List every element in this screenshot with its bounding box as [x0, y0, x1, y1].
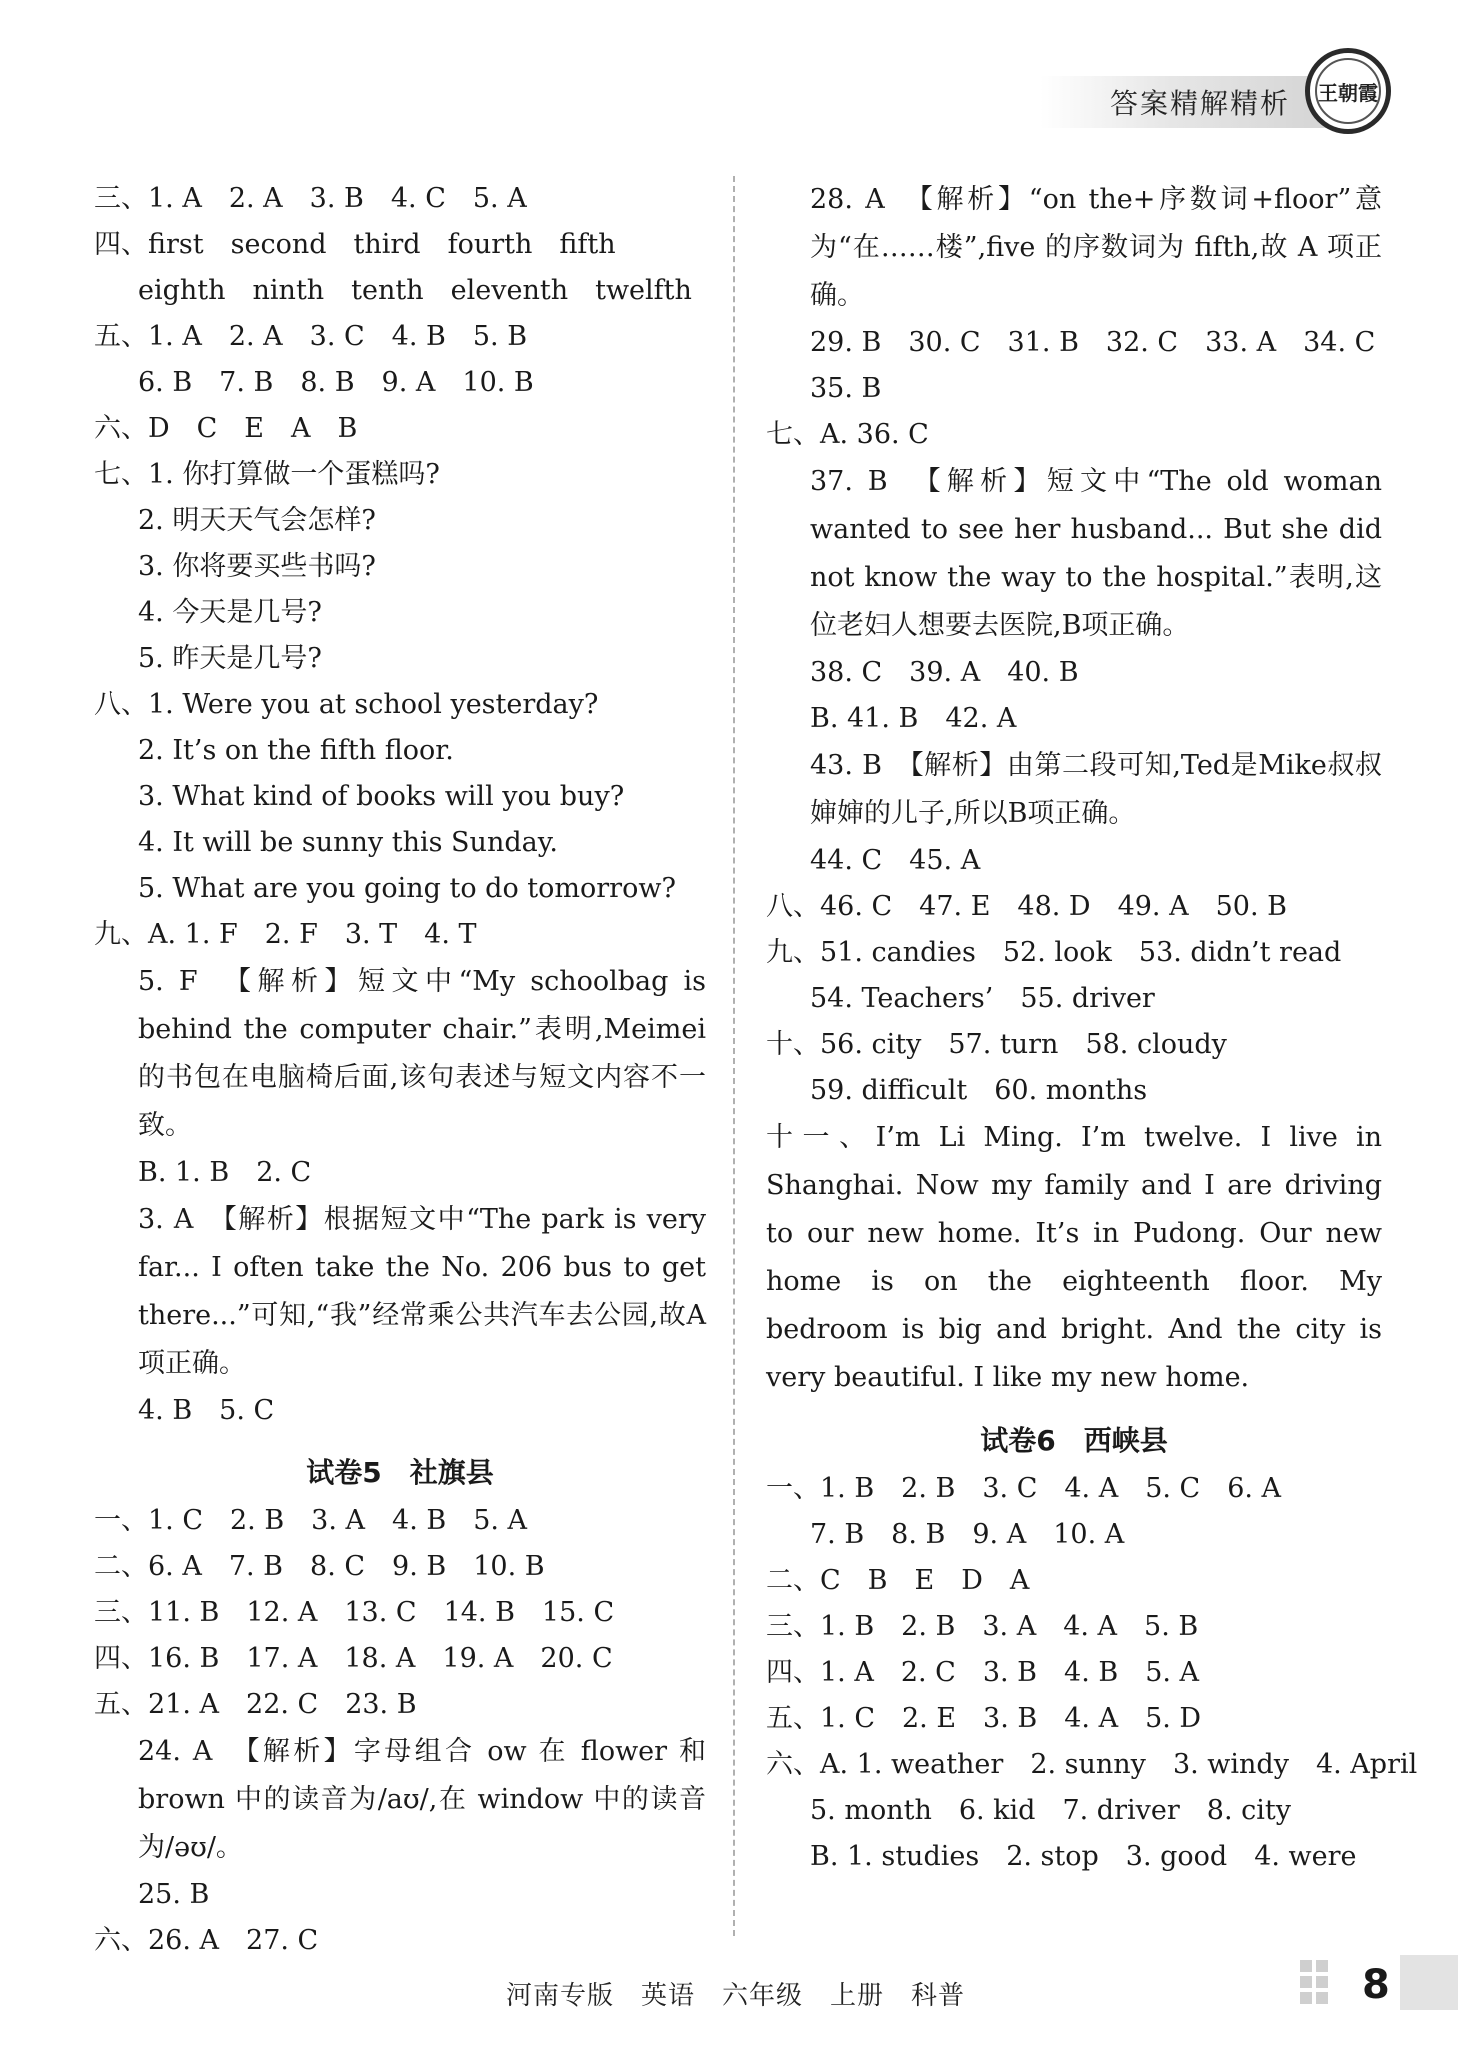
column-divider [733, 176, 735, 1936]
answer-line: 54. Teachers’ 55. driver [810, 983, 1155, 1014]
explanation-paragraph: 5. F 【解析】短文中“My schoolbag is behind the computer chair.”表明,Meimei的书包在电脑椅后面,该句表述与短文内容不一致。 [138, 966, 706, 1141]
decorative-squares [1300, 1960, 1350, 2010]
answer-line: 四、1. A 2. C 3. B 4. B 5. A [766, 1657, 1200, 1688]
answer-line: 35. B [810, 373, 882, 404]
brand-seal-logo [1305, 48, 1391, 134]
answer-line: 二、6. A 7. B 8. C 9. B 10. B [94, 1551, 545, 1582]
explanation-paragraph: 43. B 【解析】由第二段可知,Ted是Mike叔叔婶婶的儿子,所以B项正确。 [810, 750, 1382, 829]
answer-line: 5. month 6. kid 7. driver 8. city [810, 1795, 1291, 1826]
answer-line: 四、first second third fourth fifth [94, 229, 616, 260]
answer-line: 6. B 7. B 8. B 9. A 10. B [138, 367, 534, 398]
composition-paragraph: 十一、I’m Li Ming. I’m twelve. I live in Shanghai. Now my family and I are driving to our new home. It’s in Pudong. Our new home is on the eighteenth floor. My bedroom is big and bright. And the city is very beautiful. I like my new home. [766, 1122, 1382, 1393]
answer-line: 4. B 5. C [138, 1395, 275, 1426]
answer-line: 七、A. 36. C [766, 419, 929, 450]
answer-line: 三、11. B 12. A 13. C 14. B 15. C [94, 1597, 615, 1628]
answer-line: 59. difficult 60. months [810, 1075, 1148, 1106]
answer-line: 三、1. A 2. A 3. B 4. C 5. A [94, 183, 527, 214]
answer-line: 一、1. C 2. B 3. A 4. B 5. A [94, 1505, 528, 1536]
explanation-paragraph: 28. A 【解析】“on the+序数词+floor”意为“在……楼”,five 的序数词为 fifth,故 A 项正确。 [810, 184, 1382, 311]
answer-line: 5. What are you going to do tomorrow? [138, 873, 676, 904]
answer-line: 29. B 30. C 31. B 32. C 33. A 34. C [810, 327, 1376, 358]
answer-line: 38. C 39. A 40. B [810, 657, 1079, 688]
answer-line: 4. 今天是几号? [138, 597, 322, 628]
answer-line: 五、1. A 2. A 3. C 4. B 5. B [94, 321, 528, 352]
paper-6-title: 试卷6 西峡县 [980, 1424, 1168, 1457]
answer-line: 7. B 8. B 9. A 10. A [810, 1519, 1125, 1550]
answer-line: 五、21. A 22. C 23. B [94, 1689, 417, 1720]
page-number: 8 [1362, 1962, 1390, 2008]
answer-line: 六、26. A 27. C [94, 1925, 319, 1956]
seal-text: 王朝霞 [1315, 58, 1381, 124]
answer-line: eighth ninth tenth eleventh twelfth [138, 275, 692, 306]
answer-line: 八、1. Were you at school yesterday? [94, 689, 599, 720]
left-column [94, 176, 706, 1964]
corner-decoration [1400, 1955, 1458, 2010]
answer-line: 四、16. B 17. A 18. A 19. A 20. C [94, 1643, 613, 1674]
explanation-paragraph: 3. A 【解析】根据短文中“The park is very far... I often take the No. 206 bus to get there...”可知,“我”经常乘公共汽车去公园,故A项正确。 [138, 1204, 706, 1379]
answer-line: 44. C 45. A [810, 845, 981, 876]
answer-line: 4. It will be sunny this Sunday. [138, 827, 558, 858]
answer-line: 5. 昨天是几号? [138, 643, 322, 674]
answer-line: 2. 明天天气会怎样? [138, 505, 376, 536]
answer-line: 九、A. 1. F 2. F 3. T 4. T [94, 919, 477, 950]
answer-line: 3. What kind of books will you buy? [138, 781, 625, 812]
answer-line: 二、C B E D A [766, 1565, 1030, 1596]
explanation-paragraph: 37. B 【解析】短文中“The old woman wanted to see her husband... But she did not know the way to the hospital.”表明,这位老妇人想要去医院,B项正确。 [810, 466, 1382, 641]
footer-text: 河南专版 英语 六年级 上册 科普 [506, 1981, 966, 2011]
explanation-paragraph: 24. A 【解析】字母组合 ow 在 flower 和 brown 中的读音为/aʊ/,在 window 中的读音为/əʊ/。 [138, 1736, 706, 1863]
answer-line: B. 1. B 2. C [138, 1157, 312, 1188]
answer-line: B. 1. studies 2. stop 3. good 4. were [810, 1841, 1357, 1872]
answer-line: 25. B [138, 1879, 210, 1910]
answer-line: 九、51. candies 52. look 53. didn’t read [766, 937, 1342, 968]
answer-line: 十、56. city 57. turn 58. cloudy [766, 1029, 1227, 1060]
answer-line: 八、46. C 47. E 48. D 49. A 50. B [766, 891, 1287, 922]
right-column [766, 176, 1418, 1880]
answer-line: 一、1. B 2. B 3. C 4. A 5. C 6. A [766, 1473, 1282, 1504]
answer-line: 3. 你将要买些书吗? [138, 551, 376, 582]
answer-line: 五、1. C 2. E 3. B 4. A 5. D [766, 1703, 1202, 1734]
answer-line: 六、A. 1. weather 2. sunny 3. windy 4. April [766, 1749, 1418, 1780]
header-title: 答案精解精析 [1110, 87, 1291, 120]
answer-line: 六、D C E A B [94, 413, 358, 444]
paper-5-title: 试卷5 社旗县 [306, 1456, 494, 1489]
answer-line: 七、1. 你打算做一个蛋糕吗? [94, 459, 440, 490]
answer-line: B. 41. B 42. A [810, 703, 1017, 734]
answer-line: 三、1. B 2. B 3. A 4. A 5. B [766, 1611, 1199, 1642]
answer-line: 2. It’s on the fifth floor. [138, 735, 454, 766]
